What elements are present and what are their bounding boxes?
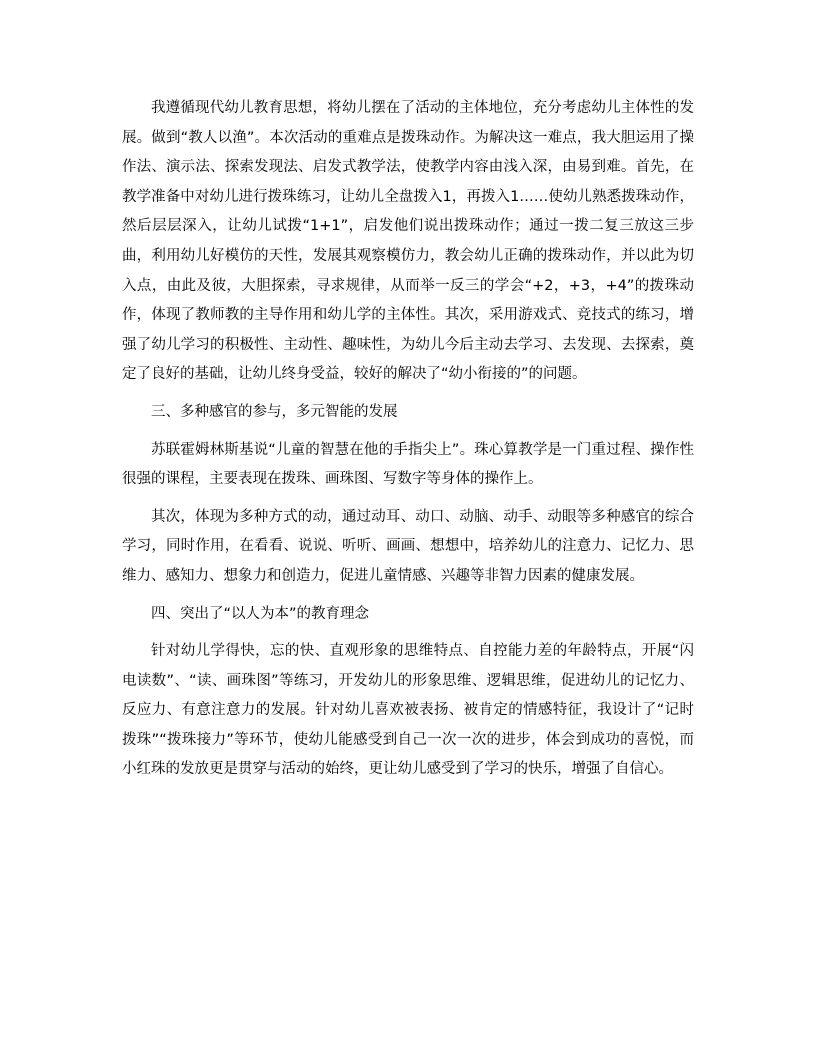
section-heading-multi-sensory: 三、多种感官的参与，多元智能的发展 (151, 403, 398, 420)
paragraph-sukhomlinsky-quote: 苏联霍姆林斯基说“儿童的智慧在他的手指尖上”。珠心算教学是一门重过程、操作性很强的课程，主要表现在拨珠、画珠图、写数字等身体的操作上。 (122, 441, 694, 488)
section-heading-people-oriented: 四、突出了“以人为本”的教育理念 (151, 605, 370, 622)
paragraph-teaching-method: 我遵循现代幼儿教育思想，将幼儿摆在了活动的主体地位，充分考虑幼儿主体性的发展。做到“教人以渔”。本次活动的重难点是拨珠动作。为解决这一难点，我大胆运用了操作法、演示法、探索发现法、启发式教学法，使教学内容由浅入深，由易到难。首先，在教学准备中对幼儿进行拨珠练习，让幼儿全盘拨入1，再拨入1……使幼儿熟悉拨珠动作，然后层层深入，让幼儿试拨“1+1”，启发他们说出拨珠动作；通过一拨二复三放这三步曲，利用幼儿好模仿的天性，发展其观察模仿力，教会幼儿正确的拨珠动作，并以此为切入点，由此及彼，大胆探索，寻求规律，从而举一反三的学会“+2，+3，+4”的拨珠动作，体现了教师教的主导作用和幼儿学的主体性。其次，采用游戏式、竞技式的练习，增强了幼儿学习的积极性、主动性、趣味性，为幼儿今后主动去学习、去发现、去探索，奠定了良好的基础，让幼儿终身受益，较好的解决了“幼小衔接的”的问题。 (122, 100, 694, 383)
paragraph-child-characteristics: 针对幼儿学得快，忘的快、直观形象的思维特点、自控能力差的年龄特点，开展“闪电读数”、“读、画珠图”等练习，开发幼儿的形象思维、逻辑思维，促进幼儿的记忆力、反应力、有意注意力的发展。针对幼儿喜欢被表扬、被肯定的情感特征，我设计了“记时拨珠”“拨珠接力”等环节，使幼儿能感受到自己一次一次的进步，体会到成功的喜悦，而小红珠的发放更是贯穿与活动的始终，更让幼儿感受到了学习的快乐，增强了自信心。 (122, 643, 694, 778)
paragraph-multiple-senses: 其次，体现为多种方式的动，通过动耳、动口、动脑、动手、动眼等多种感官的综合学习，同时作用，在看看、说说、听听、画画、想想中，培养幼儿的注意力、记忆力、思维力、感知力、想象力和创造力，促进儿童情感、兴趣等非智力因素的健康发展。 (122, 508, 694, 584)
document-body (122, 94, 694, 785)
